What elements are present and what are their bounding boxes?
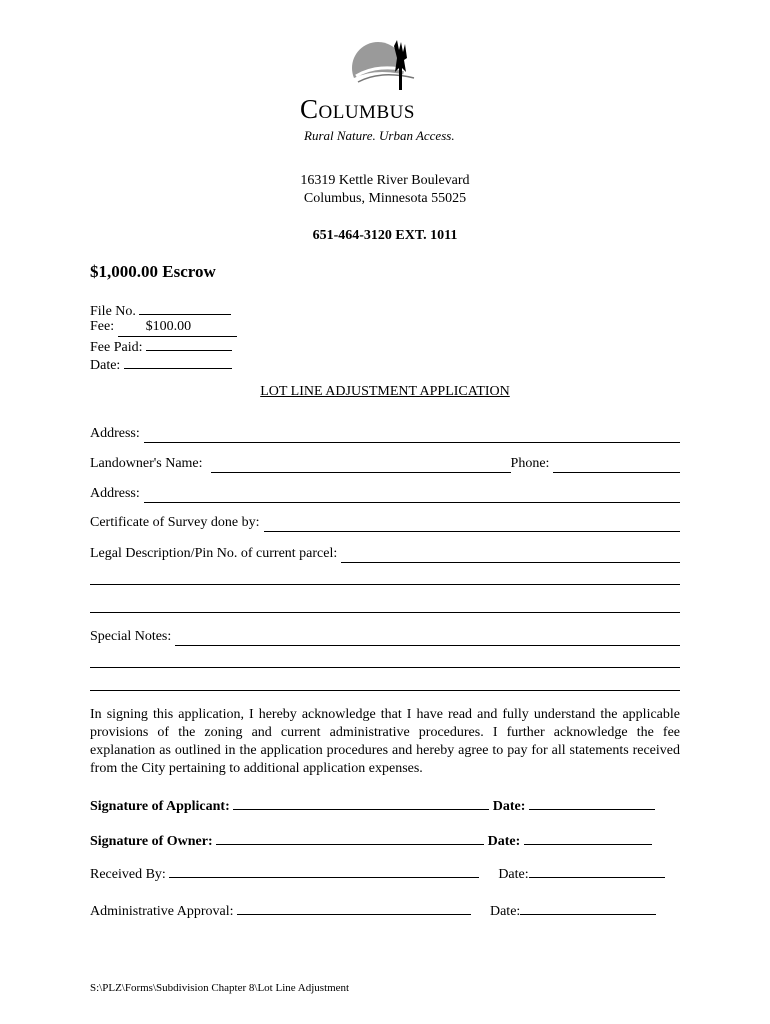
special-notes-line-3[interactable]	[90, 690, 680, 691]
approval-date-label: Date:	[489, 904, 521, 919]
applicant-date-field[interactable]	[529, 795, 655, 810]
applicant-date-label: Date:	[492, 799, 526, 814]
applicant-signature-row	[90, 795, 690, 816]
owner-date-field[interactable]	[524, 830, 652, 845]
date-row	[90, 354, 232, 375]
date-label: Date:	[90, 358, 121, 373]
received-by-field[interactable]	[169, 863, 479, 878]
legal-description-line-2[interactable]	[90, 584, 680, 585]
city-state-zip: Columbus, Minnesota 55025	[303, 191, 467, 206]
received-by-row	[90, 863, 690, 884]
fee-paid-field[interactable]	[146, 336, 232, 351]
form-title: LOT LINE ADJUSTMENT APPLICATION	[260, 384, 510, 399]
owner-signature-label: Signature of Owner:	[90, 834, 213, 849]
special-notes-label: Special Notes:	[90, 629, 172, 644]
legal-description-field[interactable]	[341, 548, 680, 563]
phone-number: 651-464-3120 EXT. 1011	[312, 228, 458, 243]
received-by-label: Received By:	[90, 867, 166, 882]
address-field-1[interactable]	[144, 428, 680, 443]
legal-description-row	[90, 545, 680, 563]
landowner-label: Landowner's Name:	[90, 456, 203, 471]
administrative-approval-label: Administrative Approval:	[90, 904, 234, 919]
address-row-2	[90, 485, 680, 503]
legal-description-label: Legal Description/Pin No. of current parcel:	[90, 546, 338, 561]
applicant-signature-label: Signature of Applicant:	[90, 799, 230, 814]
survey-row	[90, 514, 680, 532]
owner-signature-field[interactable]	[216, 830, 484, 845]
date-field[interactable]	[124, 354, 232, 369]
fee-value: $100.00	[145, 319, 192, 334]
phone-label: Phone:	[510, 456, 550, 471]
logo-brand-text: Columbus	[300, 94, 415, 124]
city-logo	[300, 38, 470, 150]
special-notes-field[interactable]	[175, 631, 680, 646]
logo-tagline: Rural Nature. Urban Access.	[304, 128, 455, 143]
received-date-field[interactable]	[529, 863, 665, 878]
special-notes-row	[90, 628, 680, 646]
escrow-amount: $1,000.00 Escrow	[90, 262, 216, 281]
administrative-approval-row	[90, 900, 690, 921]
address-row-1	[90, 425, 680, 443]
fee-label: Fee:	[90, 319, 115, 334]
survey-field[interactable]	[264, 517, 680, 532]
address-label-2: Address:	[90, 486, 140, 501]
logo-sun-trees-icon	[350, 38, 420, 96]
fee-paid-label: Fee Paid:	[90, 340, 143, 355]
street-address: 16319 Kettle River Boulevard	[300, 173, 470, 188]
file-no-label: File No.	[90, 304, 136, 319]
received-date-label: Date:	[498, 867, 529, 882]
owner-signature-row	[90, 830, 690, 851]
survey-label: Certificate of Survey done by:	[90, 515, 260, 530]
legal-description-line-3[interactable]	[90, 612, 680, 613]
address-field-2[interactable]	[144, 488, 680, 503]
file-path-footer: S:\PLZ\Forms\Subdivision Chapter 8\Lot Line Adjustment	[90, 982, 350, 994]
fee-row	[90, 318, 237, 337]
address-label-1: Address:	[90, 426, 140, 441]
special-notes-line-2[interactable]	[90, 667, 680, 668]
file-no-field[interactable]	[139, 300, 231, 315]
acknowledgment-paragraph: In signing this application, I hereby acknowledge that I have read and fully understand the applicable provisions of the zoning and current administrative procedures. I further acknowledge the fee explanation as outlined in the application procedures and hereby agree to pay for all statements received from the City pertaining to additional application expenses.	[90, 707, 680, 776]
applicant-signature-field[interactable]	[233, 795, 489, 810]
phone-field[interactable]	[553, 458, 680, 473]
approval-date-field[interactable]	[520, 900, 656, 915]
owner-date-label: Date:	[487, 834, 521, 849]
administrative-approval-field[interactable]	[237, 900, 471, 915]
landowner-name-field[interactable]	[211, 458, 511, 473]
landowner-row	[90, 455, 680, 473]
fee-field[interactable]	[118, 318, 237, 337]
